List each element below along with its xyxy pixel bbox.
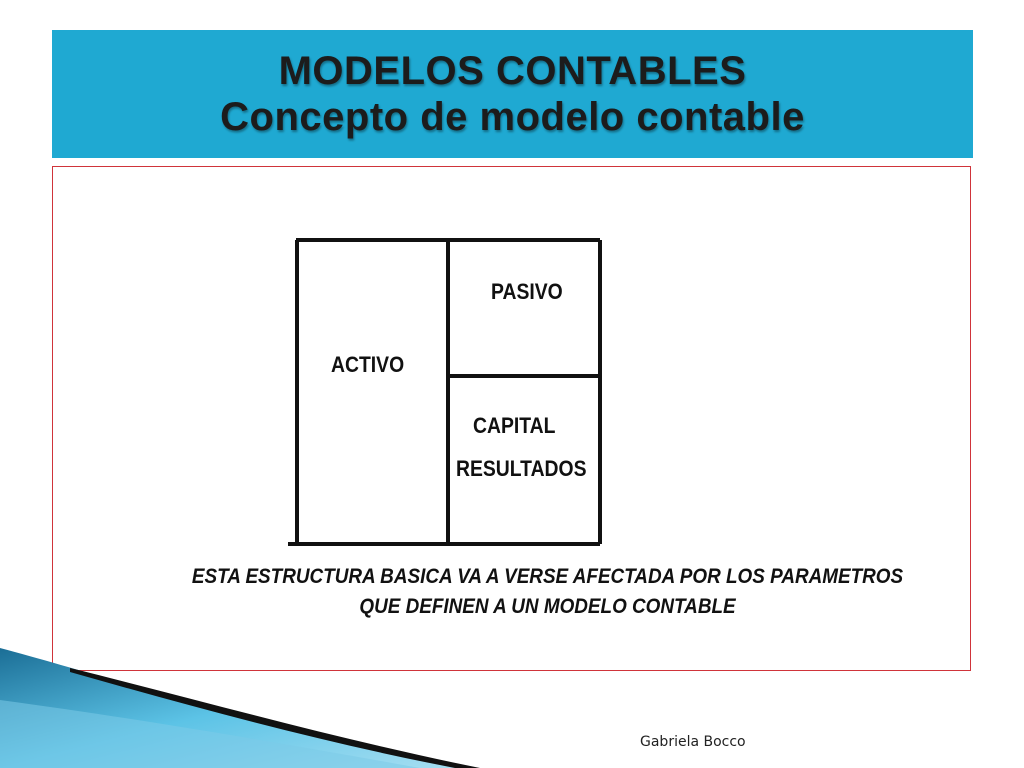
caption-text-2: QUE DEFINEN A UN MODELO CONTABLE — [359, 595, 736, 618]
slide-subtitle: Concepto de modelo contable — [220, 95, 805, 139]
capital-label: CAPITAL — [473, 413, 556, 438]
swoosh-light — [0, 700, 420, 768]
resultados-label: RESULTADOS — [456, 456, 587, 481]
slide-title: MODELOS CONTABLES — [278, 49, 747, 93]
author-label: Gabriela Bocco — [640, 734, 746, 750]
pasivo-label: PASIVO — [491, 279, 563, 304]
title-banner — [52, 30, 973, 158]
caption-text-1: ESTA ESTRUCTURA BASICA VA A VERSE AFECTADA POR LOS PARAMETROS — [191, 565, 904, 588]
caption-line-2 — [52, 592, 1024, 622]
swoosh-black — [70, 668, 480, 768]
activo-label: ACTIVO — [331, 352, 405, 377]
caption-line-1 — [52, 562, 1024, 592]
